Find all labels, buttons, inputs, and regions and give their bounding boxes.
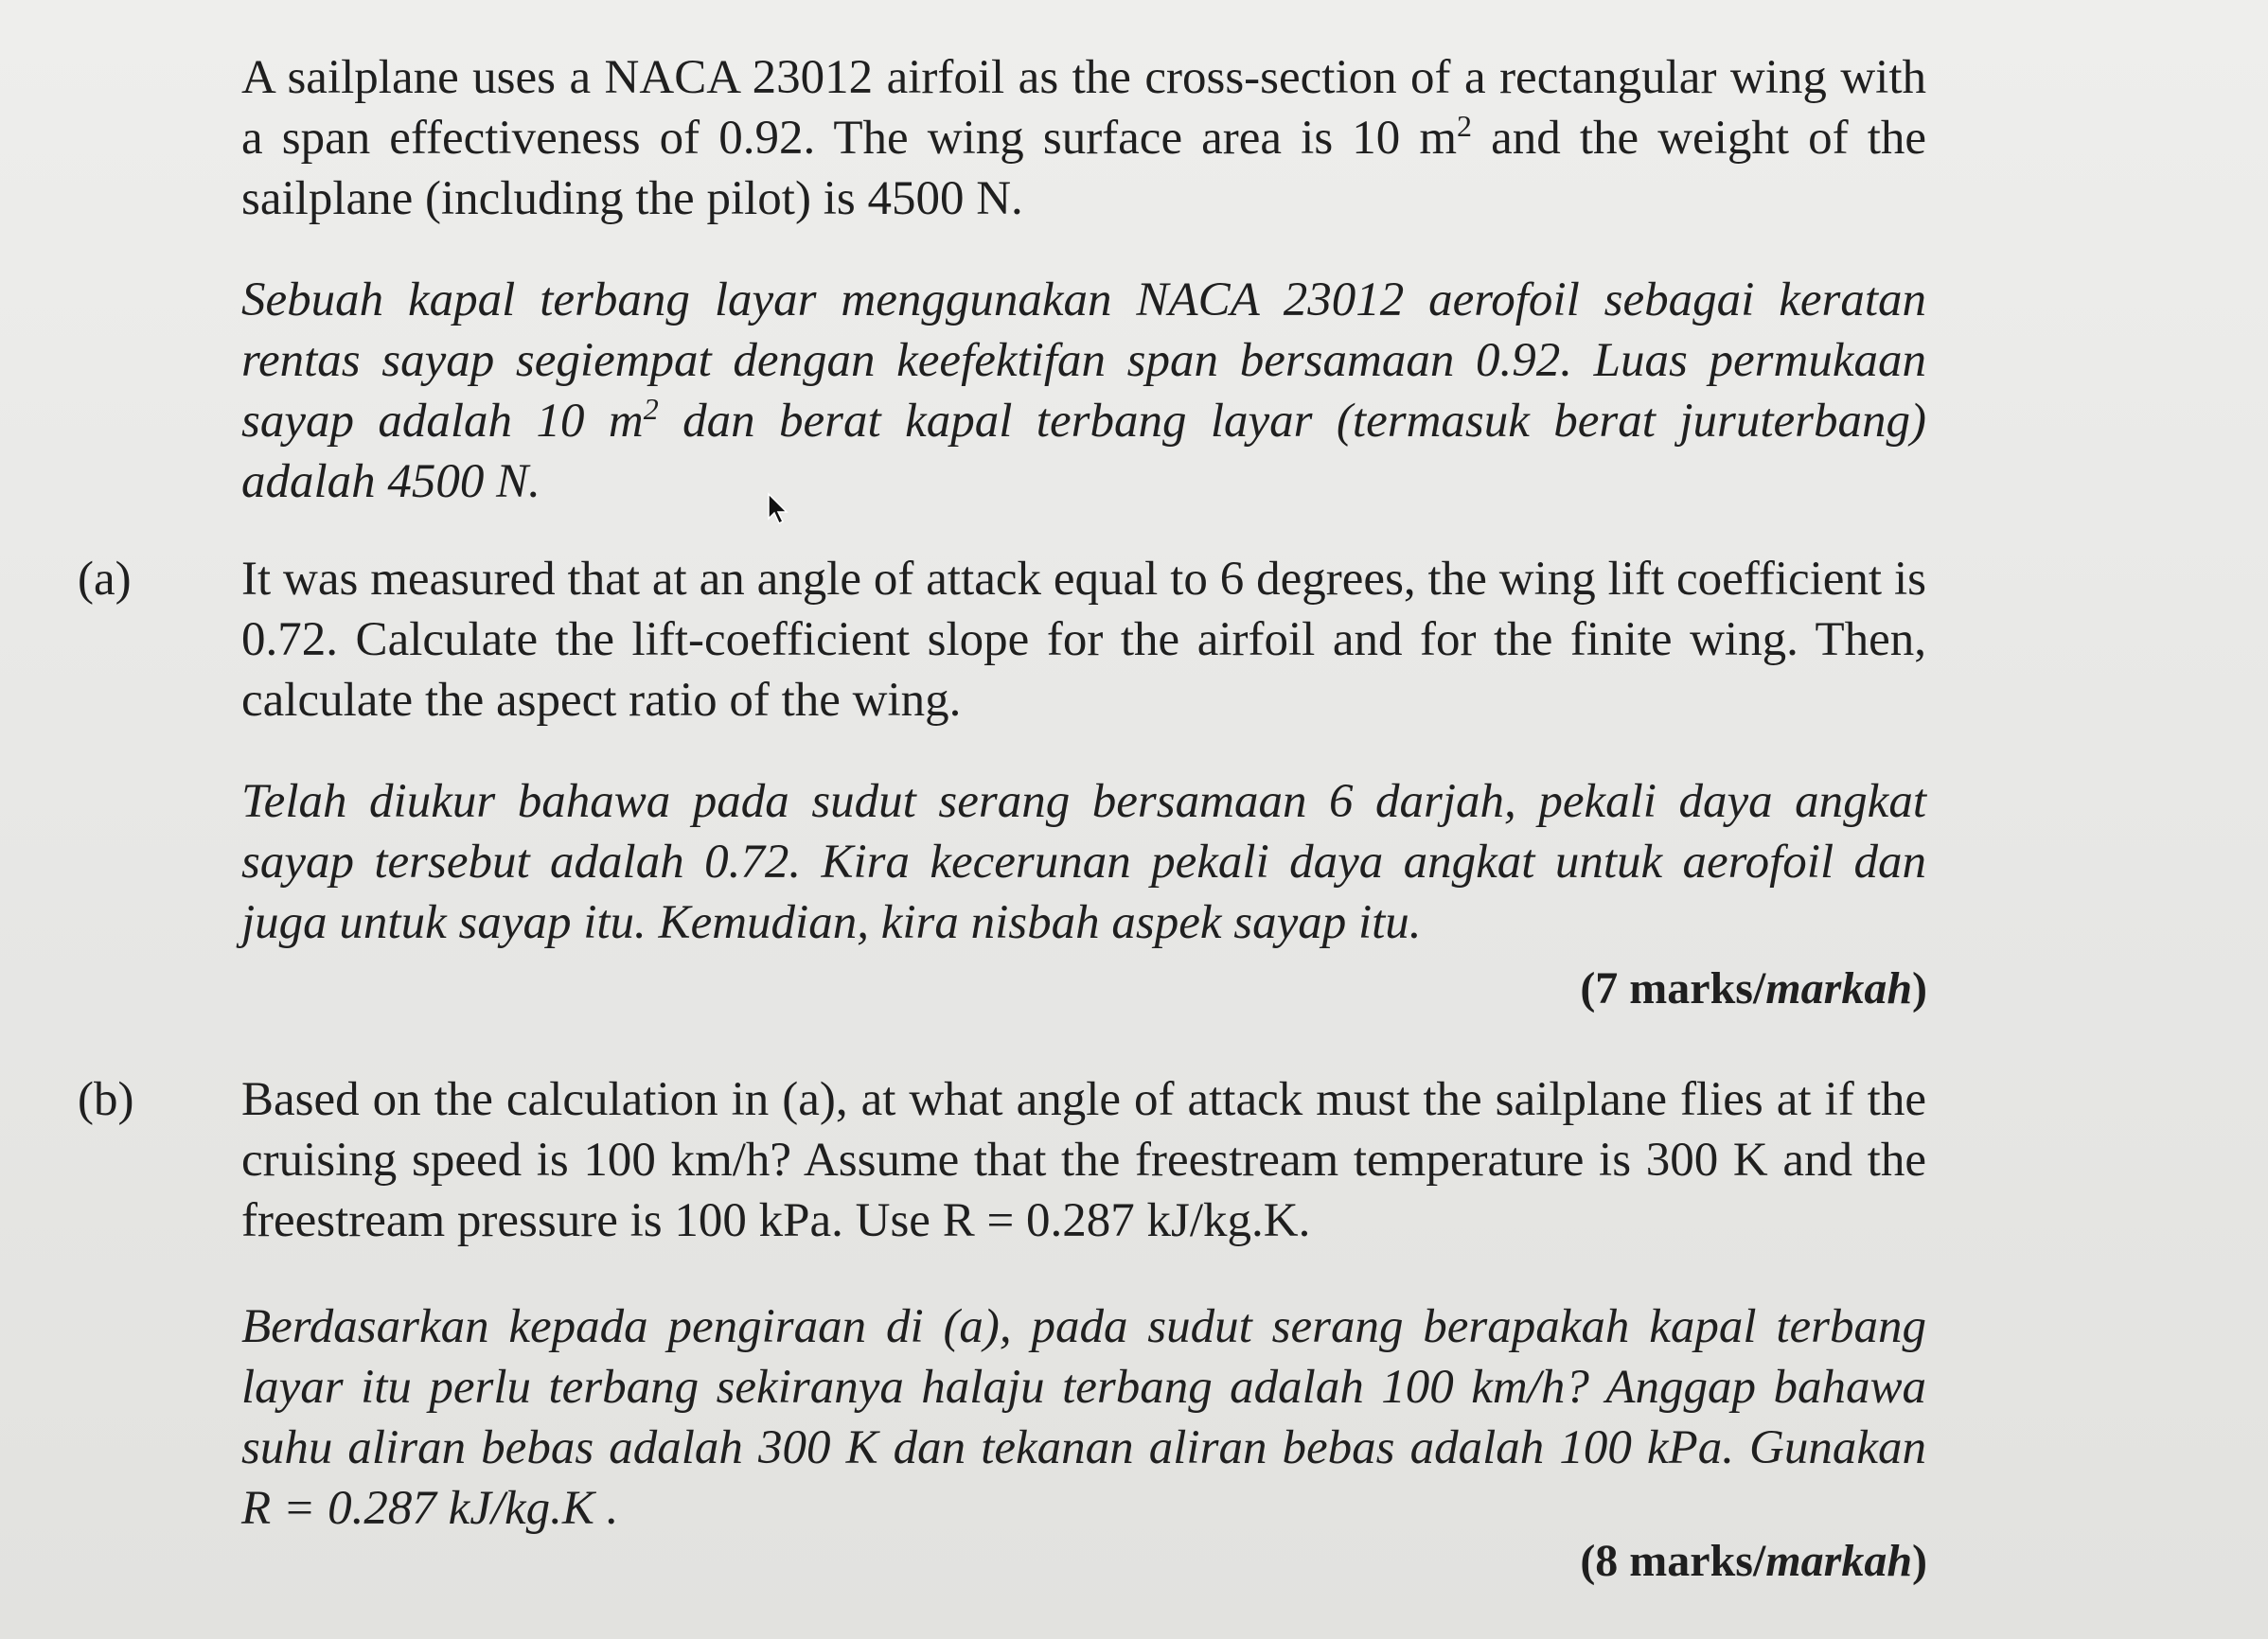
part-a-english-text: It was measured that at an angle of attack equal to 6 degrees, the wing lift coefficient is 0.72. Calculate the lift-coefficient slope for the airfoil and for the finite wing. Then, calculate the aspect ratio of the wing. [241,553,1926,727]
intro-english-paragraph [241,47,1926,229]
intro-english-text: A sailplane uses a NACA 23012 airfoil as the cross-section of a rectangular wing with a span effectiveness of 0.92. The wing surface area is 10 m [241,51,1926,165]
intro-malay-text-end: dan berat kapal terbang layar (termasuk berat juruterbang) adalah 4500 N. [241,395,1927,508]
part-a-marks-prefix: (7 marks/ [1580,963,1766,1013]
mouse-cursor-icon [767,492,791,526]
intro-malay-paragraph [241,270,1926,512]
intro-english-superscript: 2 [1457,109,1473,143]
part-b-malay-text: Berdasarkan kepada pengiraan di (a), pada sudut serang berapakah kapal terbang layar itu perlu terbang sekiranya halaju terbang adalah 100 km/h? Anggap bahawa suhu aliran bebas adalah 300 K dan tekanan aliran bebas adalah 100 kPa. Gunakan R = 0.287 kJ/kg.K . [241,1300,1926,1535]
part-b-marks-suffix: ) [1912,1536,1927,1586]
part-a-marks-suffix: ) [1912,963,1927,1013]
intro-malay-text: Sebuah kapal terbang layar menggunakan NACA 23012 aerofoil sebagai keratan rentas sayap segiempat dengan keefektifan span bersamaan 0.92. Luas permukaan sayap adalah 10 m [241,273,1926,448]
part-b-marks-prefix: (8 marks/ [1580,1536,1766,1586]
intro-english-text-end: and the weight of the sailplane (including the pilot) is 4500 N. [241,112,1926,225]
part-b-english-text: Based on the calculation in (a), at what angle of attack must the sailplane flies at if the cruising speed is 100 km/h? Assume that the freestream temperature is 300 K and the freestream pressure is 100 kPa. Use R = 0.287 kJ/kg.K. [241,1073,1926,1247]
part-a-label: (a) [78,553,132,606]
part-b-label: (b) [78,1073,134,1126]
part-a-malay-text: Telah diukur bahawa pada sudut serang bersamaan 6 darjah, pekali daya angkat sayap tersebut adalah 0.72. Kira kecerunan pekali daya angkat untuk aerofoil dan juga untuk sayap itu. Kemudian, kira nisbah aspek sayap itu. [241,775,1926,949]
part-b-marks [1580,1533,1927,1590]
part-b-marks-italic: markah [1765,1536,1913,1586]
part-a-marks-italic: markah [1765,963,1913,1013]
intro-malay-superscript: 2 [643,392,659,426]
part-a-marks [1580,960,1927,1017]
